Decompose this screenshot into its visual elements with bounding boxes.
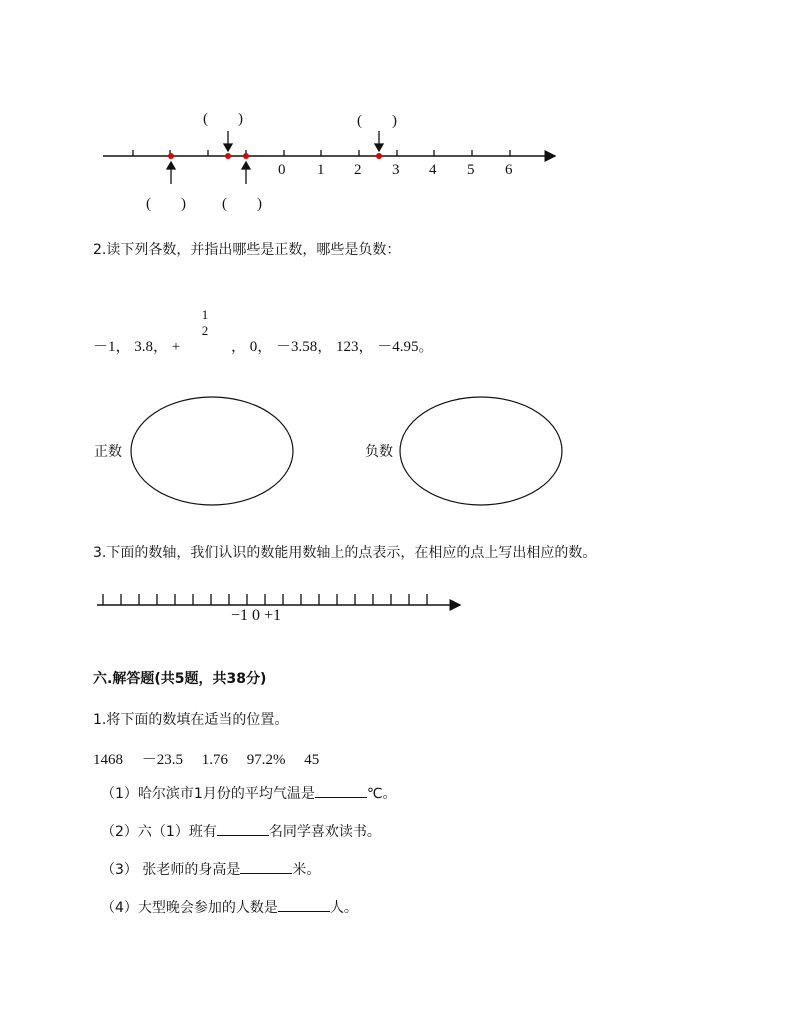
fraction-numerator: 1 [201,307,209,322]
q2-prompt: 2.读下列各数，并指出哪些是正数，哪些是负数： [93,242,401,258]
fill-item-4-text: （4）大型晚会参加的人数是 [101,900,278,916]
tick-label-6: 6 [505,162,513,178]
q2-numbers-part1: －1， 3.8， + [93,339,181,355]
q3-prompt: 3.下面的数轴，我们认识的数能用数轴上的点表示，在相应的点上写出相应的数。 [93,545,597,561]
answer-paren-bottom-2[interactable]: ( ) [222,196,262,212]
s6-q1-prompt: 1.将下面的数填在适当的位置。 [93,712,289,728]
answer-paren-top-2[interactable]: ( ) [357,113,397,129]
q2-numbers-part2: ， 0， －3.58， 123， －4.95。 [231,339,434,355]
tick-label-5: 5 [467,162,475,178]
fill-item-1 [101,783,397,803]
tick-label-1: 1 [317,162,325,178]
fill-item-3 [101,859,320,879]
tick-label-4: 4 [429,162,437,178]
number-line-2-ticks [103,594,427,605]
number-line-2-labels: −1 0 +1 [231,607,282,624]
section-6-heading: 六.解答题(共5题，共38分) [93,671,267,687]
negative-label: 负数 [365,444,393,460]
fill-item-1-unit: ℃。 [366,786,397,802]
fill-item-3-unit: 米。 [292,862,321,878]
fill-item-4-unit: 人。 [329,900,358,916]
fill-item-1-text: （1）哈尔滨市1月份的平均气温是 [101,786,315,802]
tick-label-3: 3 [392,162,400,178]
positive-label: 正数 [94,444,122,460]
fill-blank-2[interactable] [217,821,269,836]
s6-q1-values: 1468 －23.5 1.76 97.2% 45 [93,752,320,768]
fill-blank-3[interactable] [240,859,292,874]
tick-label-2: 2 [354,162,362,178]
fill-blank-1[interactable] [315,783,367,798]
fraction-denominator: 2 [201,323,209,338]
fill-item-4 [101,897,358,917]
answer-paren-bottom-1[interactable]: ( ) [146,196,186,212]
fill-item-2 [101,821,381,841]
fill-blank-4[interactable] [278,897,330,912]
fill-item-2-unit: 名同学喜欢读书。 [268,824,381,840]
tick-label-0: 0 [278,162,286,178]
fill-item-2-text: （2）六（1）班有 [101,824,217,840]
fill-item-3-text: （3） 张老师的身高是 [101,862,241,878]
answer-paren-top-1[interactable]: ( ) [203,111,243,127]
